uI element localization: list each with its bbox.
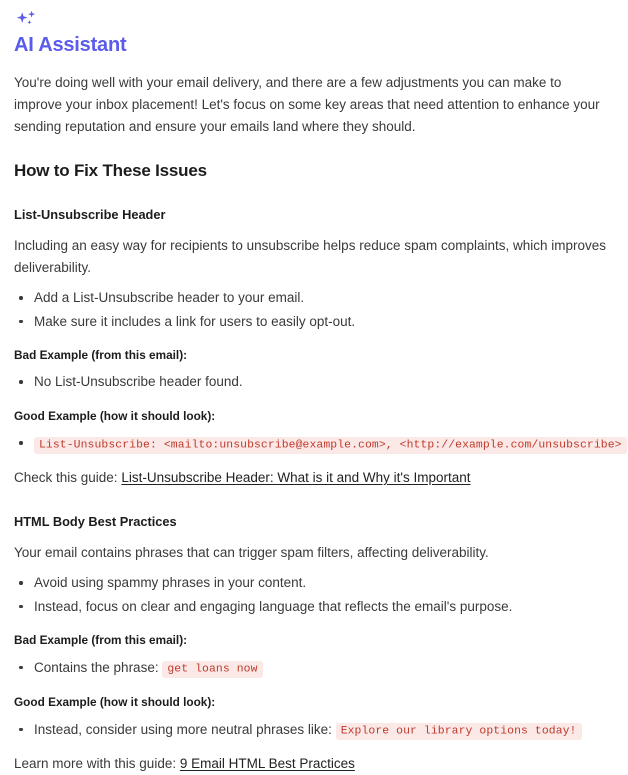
guide-line	[14, 754, 612, 775]
intro-paragraph: You're doing well with your email delivery, and there are a few adjustments you can make to improve your inbox placement! Let's focus on some key areas that need attention to enhance your sending reputation and ensure your emails land where they should.	[14, 75, 600, 134]
list-item: Add a List-Unsubscribe header to your email.	[14, 288, 612, 308]
issue-tips-list	[14, 288, 612, 331]
issue-heading-list-unsubscribe: List-Unsubscribe Header	[14, 206, 166, 222]
bad-example-label: Bad Example (from this email):	[14, 633, 188, 648]
code-snippet: List-Unsubscribe: <mailto:unsubscribe@example.com>, <http://example.com/unsubscribe>	[34, 437, 627, 454]
good-example-label: Good Example (how it should look):	[14, 695, 216, 710]
code-snippet: get loans now	[162, 661, 262, 678]
list-item	[14, 433, 622, 454]
list-item	[14, 658, 612, 679]
bad-example-label: Bad Example (from this email):	[14, 348, 188, 363]
guide-link-html-best-practices[interactable]: 9 Email HTML Best Practices	[179, 756, 355, 772]
issue-heading-html-body: HTML Body Best Practices	[14, 513, 177, 529]
assistant-header	[14, 10, 612, 58]
list-item: Instead, focus on clear and engaging language that reflects the email's purpose.	[14, 597, 612, 617]
guide-prefix: Learn more with this guide:	[14, 756, 177, 772]
bad-example-prefix: Contains the phrase:	[34, 659, 159, 675]
code-snippet: Explore our library options today!	[336, 723, 582, 740]
list-item: Avoid using spammy phrases in your content.	[14, 573, 612, 593]
guide-prefix: Check this guide:	[14, 469, 118, 485]
issue-tips-list	[14, 573, 612, 616]
list-item	[14, 720, 612, 741]
good-example-label: Good Example (how it should look):	[14, 409, 216, 424]
issue-description: Including an easy way for recipients to unsubscribe helps reduce spam complaints, which improves deliverability.	[14, 238, 607, 276]
page-title: AI Assistant	[14, 34, 127, 56]
list-item: Make sure it includes a link for users to easily opt-out.	[14, 312, 612, 332]
good-example-list	[14, 720, 612, 741]
section-heading: How to Fix These Issues	[14, 160, 207, 180]
list-item: No List-Unsubscribe header found.	[14, 372, 612, 392]
good-example-prefix: Instead, consider using more neutral phrases like:	[34, 721, 332, 737]
guide-line	[14, 468, 612, 489]
bad-example-list	[14, 658, 612, 679]
bad-example-list	[14, 372, 612, 392]
good-example-list	[14, 433, 622, 454]
guide-link-list-unsubscribe[interactable]: List-Unsubscribe Header: What is it and Why it's Important	[121, 469, 471, 485]
sparkles-icon	[14, 10, 40, 32]
issue-description: Your email contains phrases that can trigger spam filters, affecting deliverability.	[14, 545, 489, 561]
